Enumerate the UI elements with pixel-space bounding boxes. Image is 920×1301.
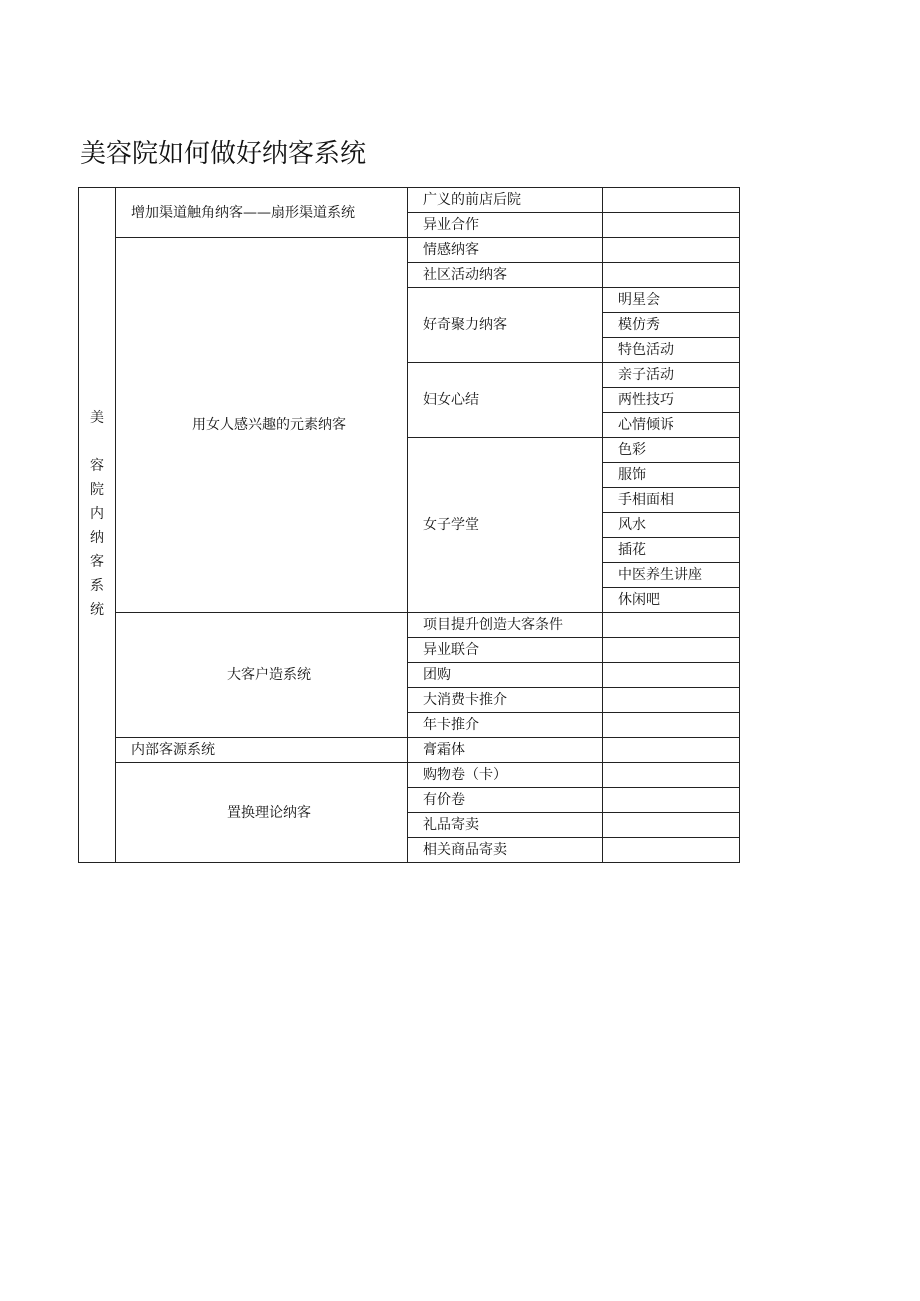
list-item: 异业合作 xyxy=(408,213,603,238)
empty-cell xyxy=(603,788,740,813)
customer-system-table xyxy=(78,187,740,863)
root-category-label xyxy=(79,406,115,622)
root-label-char: 客 xyxy=(90,554,104,570)
empty-cell xyxy=(603,813,740,838)
empty-cell xyxy=(603,188,740,213)
empty-cell xyxy=(603,238,740,263)
list-item: 模仿秀 xyxy=(603,313,740,338)
list-item: 明星会 xyxy=(603,288,740,313)
empty-cell xyxy=(603,613,740,638)
empty-cell xyxy=(603,663,740,688)
list-item: 年卡推介 xyxy=(408,713,603,738)
list-item: 异业联合 xyxy=(408,638,603,663)
list-item: 大消费卡推介 xyxy=(408,688,603,713)
root-label-char: 院 xyxy=(90,482,104,498)
list-item: 社区活动纳客 xyxy=(408,263,603,288)
list-item: 特色活动 xyxy=(603,338,740,363)
list-item: 膏霜体 xyxy=(408,738,603,763)
list-item: 服饰 xyxy=(603,463,740,488)
section-name-female-interest: 用女人感兴趣的元素纳客 xyxy=(116,238,408,613)
group-name: 女子学堂 xyxy=(408,438,603,613)
root-category-cell xyxy=(79,188,116,863)
list-item: 心情倾诉 xyxy=(603,413,740,438)
root-label-char: 容 xyxy=(90,458,104,474)
list-item: 项目提升创造大客条件 xyxy=(408,613,603,638)
list-item: 购物卷（卡） xyxy=(408,763,603,788)
root-label-char: 美 xyxy=(90,410,104,426)
section-name-exchange: 置换理论纳客 xyxy=(116,763,408,863)
list-item: 两性技巧 xyxy=(603,388,740,413)
root-label-char: 内 xyxy=(90,506,104,522)
table-row xyxy=(79,738,740,763)
list-item: 情感纳客 xyxy=(408,238,603,263)
table-row xyxy=(79,188,740,213)
root-label-char: 统 xyxy=(90,602,104,618)
group-name: 妇女心结 xyxy=(408,363,603,438)
empty-cell xyxy=(603,738,740,763)
empty-cell xyxy=(603,838,740,863)
list-item: 相关商品寄卖 xyxy=(408,838,603,863)
list-item: 团购 xyxy=(408,663,603,688)
list-item: 中医养生讲座 xyxy=(603,563,740,588)
empty-cell xyxy=(603,213,740,238)
empty-cell xyxy=(603,638,740,663)
list-item: 礼品寄卖 xyxy=(408,813,603,838)
list-item: 色彩 xyxy=(603,438,740,463)
list-item: 广义的前店后院 xyxy=(408,188,603,213)
table-row xyxy=(79,613,740,638)
root-label-char: 系 xyxy=(90,578,104,594)
section-name-channel: 增加渠道触角纳客——扇形渠道系统 xyxy=(116,188,408,238)
list-item: 风水 xyxy=(603,513,740,538)
empty-cell xyxy=(603,688,740,713)
group-name: 好奇聚力纳客 xyxy=(408,288,603,363)
table-row xyxy=(79,763,740,788)
list-item: 休闲吧 xyxy=(603,588,740,613)
list-item: 有价卷 xyxy=(408,788,603,813)
table-row xyxy=(79,238,740,263)
section-name-big-client: 大客户造系统 xyxy=(116,613,408,738)
empty-cell xyxy=(603,263,740,288)
list-item: 手相面相 xyxy=(603,488,740,513)
page-title: 美容院如何做好纳客系统 xyxy=(80,139,367,169)
empty-cell xyxy=(603,763,740,788)
root-label-char: 纳 xyxy=(90,530,104,546)
section-name-internal: 内部客源系统 xyxy=(116,738,408,763)
list-item: 插花 xyxy=(603,538,740,563)
list-item: 亲子活动 xyxy=(603,363,740,388)
empty-cell xyxy=(603,713,740,738)
